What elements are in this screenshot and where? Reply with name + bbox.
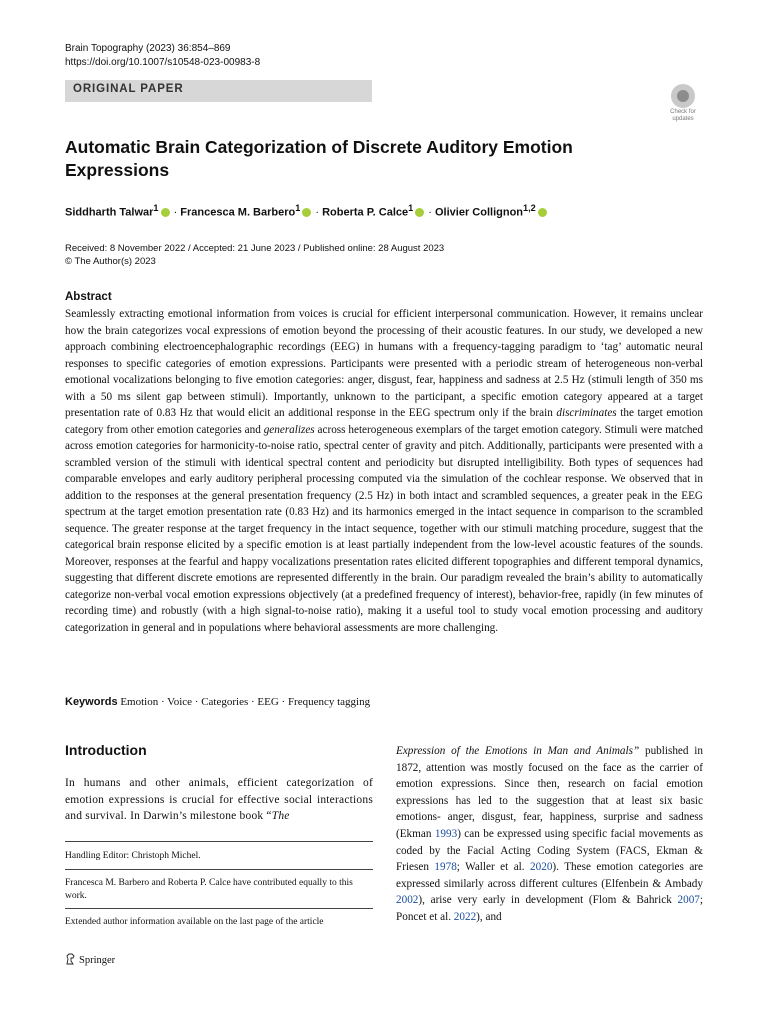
author-name[interactable]: Roberta P. Calce: [322, 206, 409, 219]
intro-text: ) can be expressed using specific facial movements as coded by the Facial Acting Coding System (FACS, Ekman & Friesen: [396, 827, 703, 874]
author-affiliation: 1,2: [523, 203, 536, 213]
keywords: [65, 696, 370, 708]
citation-link[interactable]: 2007: [677, 894, 700, 907]
abstract-body: [65, 306, 703, 636]
journal-line: Brain Topography (2023) 36:854–869: [65, 43, 231, 54]
author-name[interactable]: Olivier Collignon: [435, 206, 524, 219]
footnote-handling-editor: Handling Editor: Christoph Michel.: [65, 851, 201, 861]
intro-emphasis: The: [271, 810, 290, 822]
keywords-label: Keywords: [65, 696, 118, 708]
citation-link[interactable]: 2022: [453, 910, 477, 923]
author-list: Siddharth Talwar$^1$ · Francesca M. Barbero$^1$ · Roberta P. Calce$^1$ · Olivier Collignon$^{1,2}$: [65, 203, 705, 219]
publisher-footer: [65, 953, 115, 966]
badge-line-2: updates: [672, 115, 694, 122]
footnote-extended-info: Extended author information available on the last page of the article: [65, 917, 324, 927]
citation-link[interactable]: 1978: [434, 861, 457, 874]
copyright: © The Author(s) 2023: [65, 256, 156, 267]
author-affiliation: 1: [295, 203, 301, 213]
article-title: Automatic Brain Categorization of Discrete Auditory Emotion Expressions: [65, 137, 573, 180]
introduction-right-column: [396, 743, 703, 926]
doi-link[interactable]: https://doi.org/10.1007/s10548-023-00983-8: [65, 57, 261, 68]
check-for-updates-badge[interactable]: [663, 84, 703, 124]
abstract-emphasis: discriminates: [556, 407, 617, 419]
author-name[interactable]: Siddharth Talwar: [65, 206, 154, 219]
introduction-left-column: [65, 775, 373, 825]
abstract-heading: Abstract: [65, 291, 112, 303]
abstract-text: the target emotion category from other emotion categories and: [65, 407, 703, 436]
orcid-icon[interactable]: [538, 208, 547, 217]
section-banner: [65, 80, 372, 102]
intro-emphasis: Expression of the Emotions in Man and Animals”: [396, 745, 640, 757]
citation-link[interactable]: 1993: [434, 827, 458, 840]
badge-text: [663, 109, 703, 122]
publisher-name: Springer: [79, 955, 116, 966]
intro-text: ). These emotion categories are expressed similarly across different cultures (Elfenbein & Ambady: [396, 861, 703, 890]
article-history: [65, 242, 444, 268]
crossmark-icon: [671, 84, 695, 108]
intro-text: ), arise very early in development (Flom & Bahrick: [418, 894, 678, 907]
introduction-heading: Introduction: [65, 742, 147, 758]
springer-horse-icon: [65, 953, 76, 965]
intro-text: ; Waller et al.: [456, 861, 531, 874]
section-label: ORIGINAL PAPER: [73, 83, 184, 95]
footnote-divider: [65, 869, 373, 870]
citation-link[interactable]: 2002: [396, 894, 419, 907]
footnote-divider: [65, 908, 373, 909]
intro-text: In humans and other animals, efficient categorization of emotion expressions is crucial for effective social interactions and survival. In Darwin’s milestone book “: [65, 777, 373, 822]
badge-line-1: Check for: [670, 109, 696, 115]
orcid-icon[interactable]: [302, 208, 311, 217]
abstract-text: Seamlessly extracting emotional information from voices is crucial for efficient interpersonal communication. However, it remains unclear how the brain categorizes vocal expressions of emotion beyond the processing of their acoustic features. In our study, we developed a new approach combining electroencephalographic recordings (EEG) in humans with a frequency-tagging paradigm to ‘tag’ automatic neural responses to specific categories of emotion expressions. Participants were presented with a periodic stream of heterogeneous non-verbal emotional vocalizations belonging to five emotion categories: anger, disgust, fear, happiness and sadness at 2.5 Hz (stimuli length of 350 ms with a 50 ms silent gap between stimuli). Importantly, unknown to the participant, a specific emotion category appeared at a target presentation rate of 0.83 Hz that would elicit an additional response in the EEG spectrum only if the brain: [65, 308, 703, 419]
author-affiliation: 1: [153, 203, 159, 213]
abstract-emphasis: generalizes: [263, 423, 315, 436]
intro-text: ), and: [476, 910, 502, 923]
orcid-icon[interactable]: [161, 208, 170, 217]
journal-citation: [65, 42, 260, 70]
author-name[interactable]: Francesca M. Barbero: [180, 206, 296, 219]
orcid-icon[interactable]: [415, 208, 424, 217]
author-affiliation: 1: [408, 203, 414, 213]
abstract-text: across heterogeneous exemplars of the target emotion category. Stimuli were matched across emotion categories for harmonicity-to-noise ratio, spectral center of gravity and pitch. Additionally, participants were presented with a scrambled version of the stimuli with identical spectral content and periodicity but disrupted intelligibility. Both types of sequences had comparable envelopes and early auditory peripheral processing computed via the simulation of the cochlear response. We observed that in addition to the responses at the general presentation frequency (2.5 Hz) in both intact and scrambled sequences, a greater peak in the EEG spectrum at the target emotion presentation rate (0.83 Hz) and its harmonics emerged in the intact sequence in comparison to the scrambled sequence. The greater response at the target frequency in the intact sequence, together with our stimuli matching procedure, suggest that the categorical brain response elicited by a specific emotion is at least partially independent from the low-level acoustic features of the sounds. Moreover, responses at the fearful and happy vocalizations presentation rates elicited different topographies and different temporal dynamics, suggesting that different discrete emotions are represented differently in the brain. Our paradigm revealed the brain’s ability to automatically categorize non-verbal vocal emotion expressions objectively (at a predefined frequency of interest), behavior-free, rapidly (in few minutes of recording time) and robustly (with a high signal-to-noise ratio), making it a useful tool to study vocal emotion processing and auditory categorization in general and in populations where behavioral assessments are more challenging.: [65, 423, 703, 634]
keywords-list: Emotion · Voice · Categories · EEG · Frequency tagging: [120, 696, 371, 708]
citation-link[interactable]: 2020: [530, 861, 553, 874]
intro-text: published in 1872, attention was mostly focused on the face as the carrier of emotion expressions. Since then, research on facial emotion expressions has led to the suggestion that at least six basic emotions- anger, disgust, fear, happiness, surprise and sadness (Ekman: [396, 745, 703, 840]
footnote-equal-contribution: Francesca M. Barbero and Roberta P. Calce have contributed equally to this work.: [65, 878, 353, 901]
publication-dates: Received: 8 November 2022 / Accepted: 21 June 2023 / Published online: 28 August 2023: [65, 243, 445, 254]
footnote-divider: [65, 841, 373, 842]
intro-text: ; Poncet et al.: [396, 894, 703, 923]
